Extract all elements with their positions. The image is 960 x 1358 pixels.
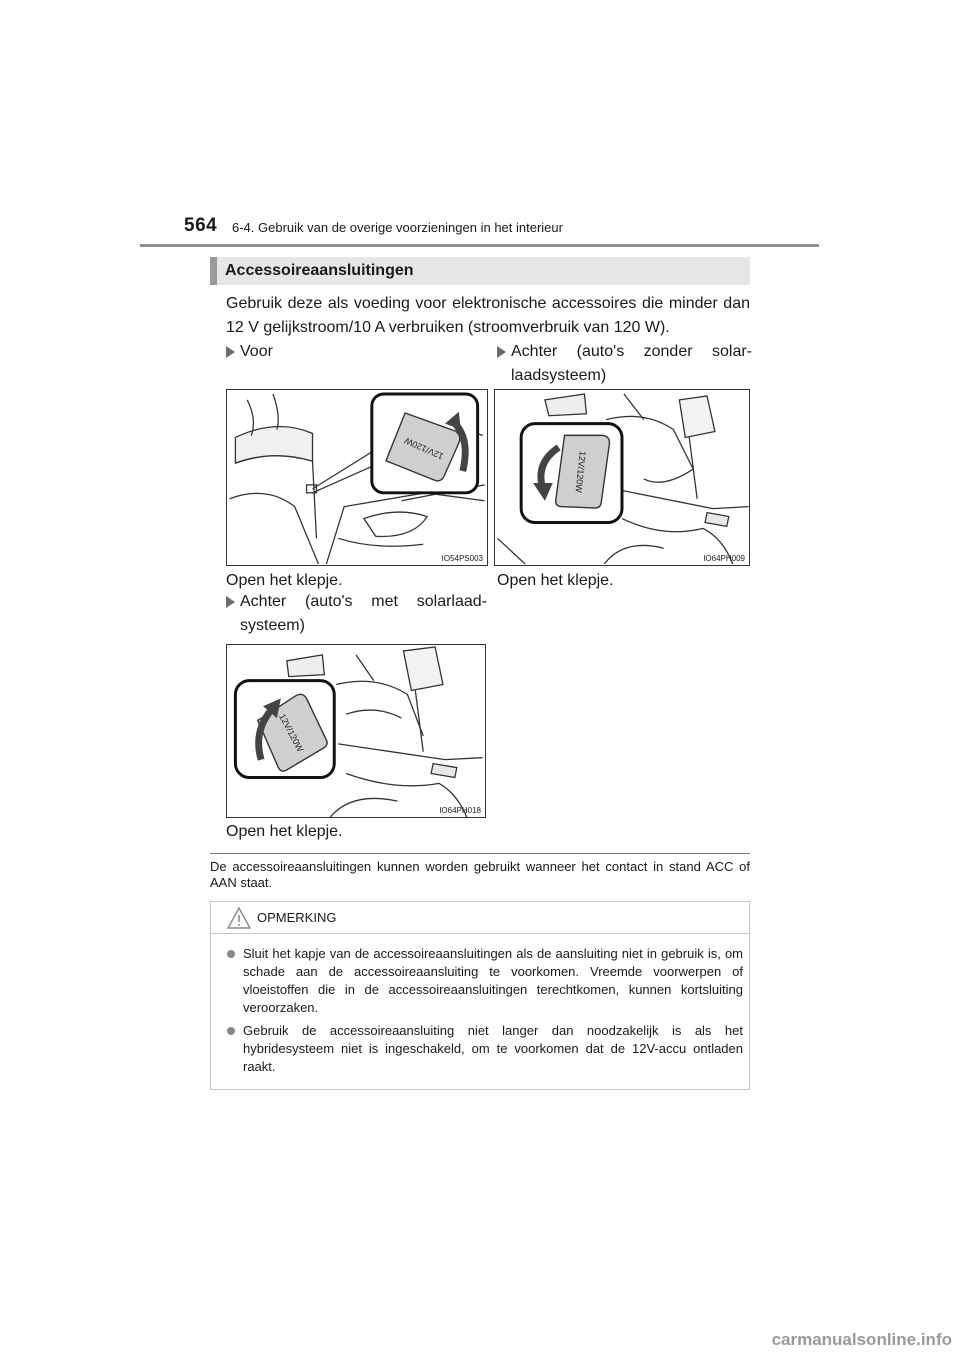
figure-code: IO54PS003 <box>441 554 483 563</box>
caution-item: Sluit het kapje van de accessoireaansluitingen als de aansluiting niet in gebruik is, om schade aan de accessoireaansluiting te voorkomen. Vreemde voorwerpen of vloeistoffen die in de accessoireaansluitingen terechtkomen, kunnen kortsluiting veroorzaken. <box>227 945 743 1017</box>
item-achter-zonder-solar-label: Achter (auto's zonder solar-laadsysteem) <box>497 340 752 388</box>
cap-label: 12V/120W <box>573 450 588 494</box>
item-voor-label: Voor <box>226 340 486 364</box>
section-accent <box>210 257 217 285</box>
figure-rear-outlet-solar <box>226 644 486 818</box>
section-heading <box>210 257 750 285</box>
running-header: 6-4. Gebruik van de overige voorzieningen in het interieur <box>232 220 563 235</box>
watermark-text: carmanualsonline.info <box>771 1330 952 1349</box>
caution-title: OPMERKING <box>257 910 337 925</box>
bullet-dot-icon <box>227 950 235 958</box>
caption-achter-zonder-solar: Open het klepje. <box>497 572 614 589</box>
page-number: 564 <box>184 215 218 236</box>
figure-code: IO64PH018 <box>439 806 481 815</box>
header-rule <box>140 244 819 247</box>
front-console-illustration <box>227 390 487 565</box>
caption-voor: Open het klepje. <box>226 572 343 589</box>
section-title: Accessoireaansluitingen <box>225 262 414 279</box>
cap-label: 12V/120W <box>402 435 445 462</box>
caption-achter-met-solar: Open het klepje. <box>226 823 343 840</box>
figure-front-outlet <box>226 389 488 566</box>
item-achter-met-solar-label: Achter (auto's met solarlaad-systeem) <box>226 590 487 638</box>
usage-note: De accessoireaansluitingen kunnen worden gebruikt wanneer het contact in stand ACC of AAN staat. <box>210 853 750 891</box>
figure-rear-outlet-no-solar <box>494 389 750 566</box>
intro-paragraph: Gebruik deze als voeding voor elektronische accessoires die minder dan 12 V gelijkstroom/10 A verbruiken (stroomverbruik van 120 W). <box>226 295 750 336</box>
warning-triangle-icon <box>226 906 252 930</box>
caution-box <box>210 901 750 1090</box>
bullet-triangle-icon <box>226 346 235 358</box>
bullet-triangle-icon <box>226 596 235 608</box>
caution-header <box>211 902 749 934</box>
figure-code: IO64PH009 <box>703 554 745 563</box>
bullet-triangle-icon <box>497 346 506 358</box>
rear-console-illustration <box>227 645 485 817</box>
cap-label: 12V/120W <box>277 712 306 754</box>
bullet-dot-icon <box>227 1027 235 1035</box>
caution-item: Gebruik de accessoireaansluiting niet langer dan noodzakelijk is als het hybridesysteem niet is ingeschakeld, om te voorkomen dat de 12V-accu ontladen raakt. <box>227 1022 743 1076</box>
watermark <box>702 1328 952 1350</box>
rear-console-illustration <box>495 390 749 565</box>
